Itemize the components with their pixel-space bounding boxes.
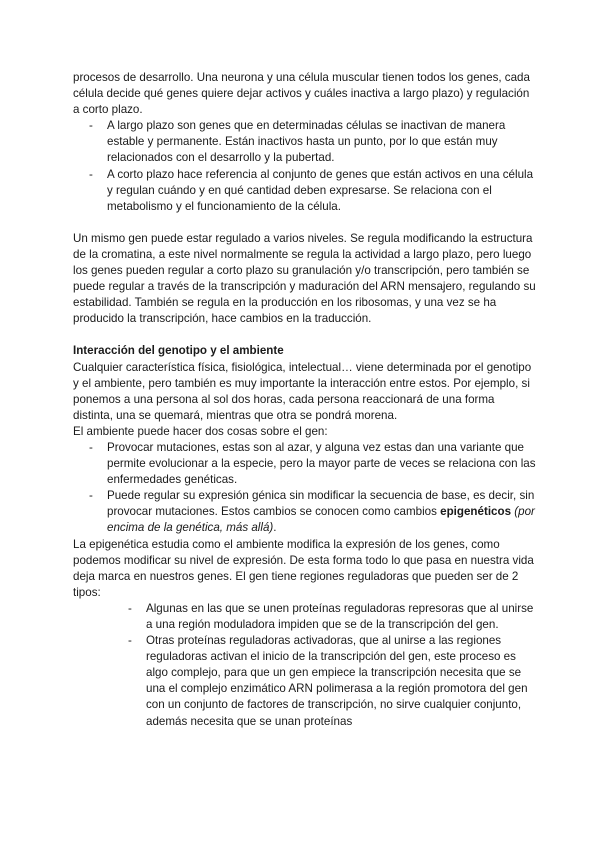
list-item-text: A largo plazo son genes que en determinadas células se inactivan de manera estable y permanente. Están inactivos hasta un punto, por lo que están muy relacionados con el desarrollo y la pubertad.	[107, 119, 506, 165]
list-item-text: Algunas en las que se unen proteínas reguladoras represoras que al unirse a una región moduladora impiden que se de la transcripción del gen.	[146, 601, 534, 631]
list-item-text: Puede regular su expresión génica sin modificar la secuencia de base, es decir, sin provocar mutaciones. Estos cambios se conocen como cambios	[107, 489, 535, 519]
dash-bullet: -	[128, 601, 132, 615]
section-heading: Interacción del genotipo y el ambiente	[73, 344, 284, 358]
list-item	[73, 633, 536, 730]
dash-bullet: -	[128, 634, 132, 648]
dash-bullet: -	[89, 440, 93, 454]
list-item	[73, 118, 536, 166]
environment-intro-line: El ambiente puede hacer dos cosas sobre el gen:	[73, 424, 328, 438]
intro-paragraph: procesos de desarrollo. Una neurona y una célula muscular tienen todos los genes, cada célula decide qué genes quiere dejar activos y cuáles inactiva a largo plazo) y regulación a corto plazo.	[73, 71, 530, 117]
list-item-text: Provocar mutaciones, estas son al azar, y alguna vez estas dan una variante que permite evolucionar a la especie, pero la mayor parte de veces se relaciona con las enfermedades genéticas.	[107, 440, 536, 487]
dash-bullet: -	[89, 167, 93, 181]
regulation-levels-paragraph: Un mismo gen puede estar regulado a varios niveles. Se regula modificando la estructura de la cromatina, a este nivel normalmente se regula la actividad a largo plazo, pero luego los genes pueden regular a corto plazo su granulación y/o transcripción, pero también se puede regular a través de la transcripción y maduración del ARN mensajero, regulando su estabilidad. También se regula en la producción en los ribosomas, y una vez se ha producido la transcripción, hace cambios en la traducción.	[73, 231, 536, 326]
dash-bullet: -	[89, 119, 93, 133]
regulation-term-list	[73, 118, 536, 215]
epigenetic-definition: (por encima de la genética, más allá)	[107, 505, 535, 535]
list-item	[73, 601, 536, 633]
list-item	[73, 440, 536, 488]
epigenetics-paragraph: La epigenética estudia como el ambiente modifica la expresión de los genes, como podemos modificar su nivel de expresión. De esta forma todo lo que pasa en nuestra vida deja marca en nuestros genes. El gen tiene regiones reguladoras que pueden ser de 2 tipos:	[73, 537, 534, 599]
epigenetic-term: epigenéticos	[440, 505, 512, 519]
regulatory-region-list	[73, 601, 536, 730]
list-item	[73, 488, 536, 536]
list-item	[73, 167, 536, 215]
dash-bullet: -	[89, 489, 93, 503]
environment-effects-list	[73, 440, 536, 537]
list-item-end: .	[273, 521, 277, 535]
list-item-text: Otras proteínas reguladoras activadoras, que al unirse a las regiones reguladoras activan el inicio de la transcripción del gen, este proceso es algo complejo, para que un gen empiece la transcripción necesita que se una el complejo enzimático ARN polimerasa a la región promotora del gen con un conjunto de factores de transcripción, no sirve cualquier conjunto, además necesita que se unan proteínas	[146, 634, 528, 728]
environment-paragraph: Cualquier característica física, fisiológica, intelectual… viene determinada por el genotipo y el ambiente, pero también es muy importante la interacción entre estos. Por ejemplo, si ponemos a una persona al sol dos horas, cada persona reaccionará de una forma distinta, una se quemará, mientras que otra se pondrá morena.	[73, 360, 532, 422]
list-item-text: A corto plazo hace referencia al conjunto de genes que están activos en una célula y regulan cuándo y en qué cantidad deben expresarse. Se relaciona con el metabolismo y el funcionamiento de la célula.	[107, 167, 534, 213]
